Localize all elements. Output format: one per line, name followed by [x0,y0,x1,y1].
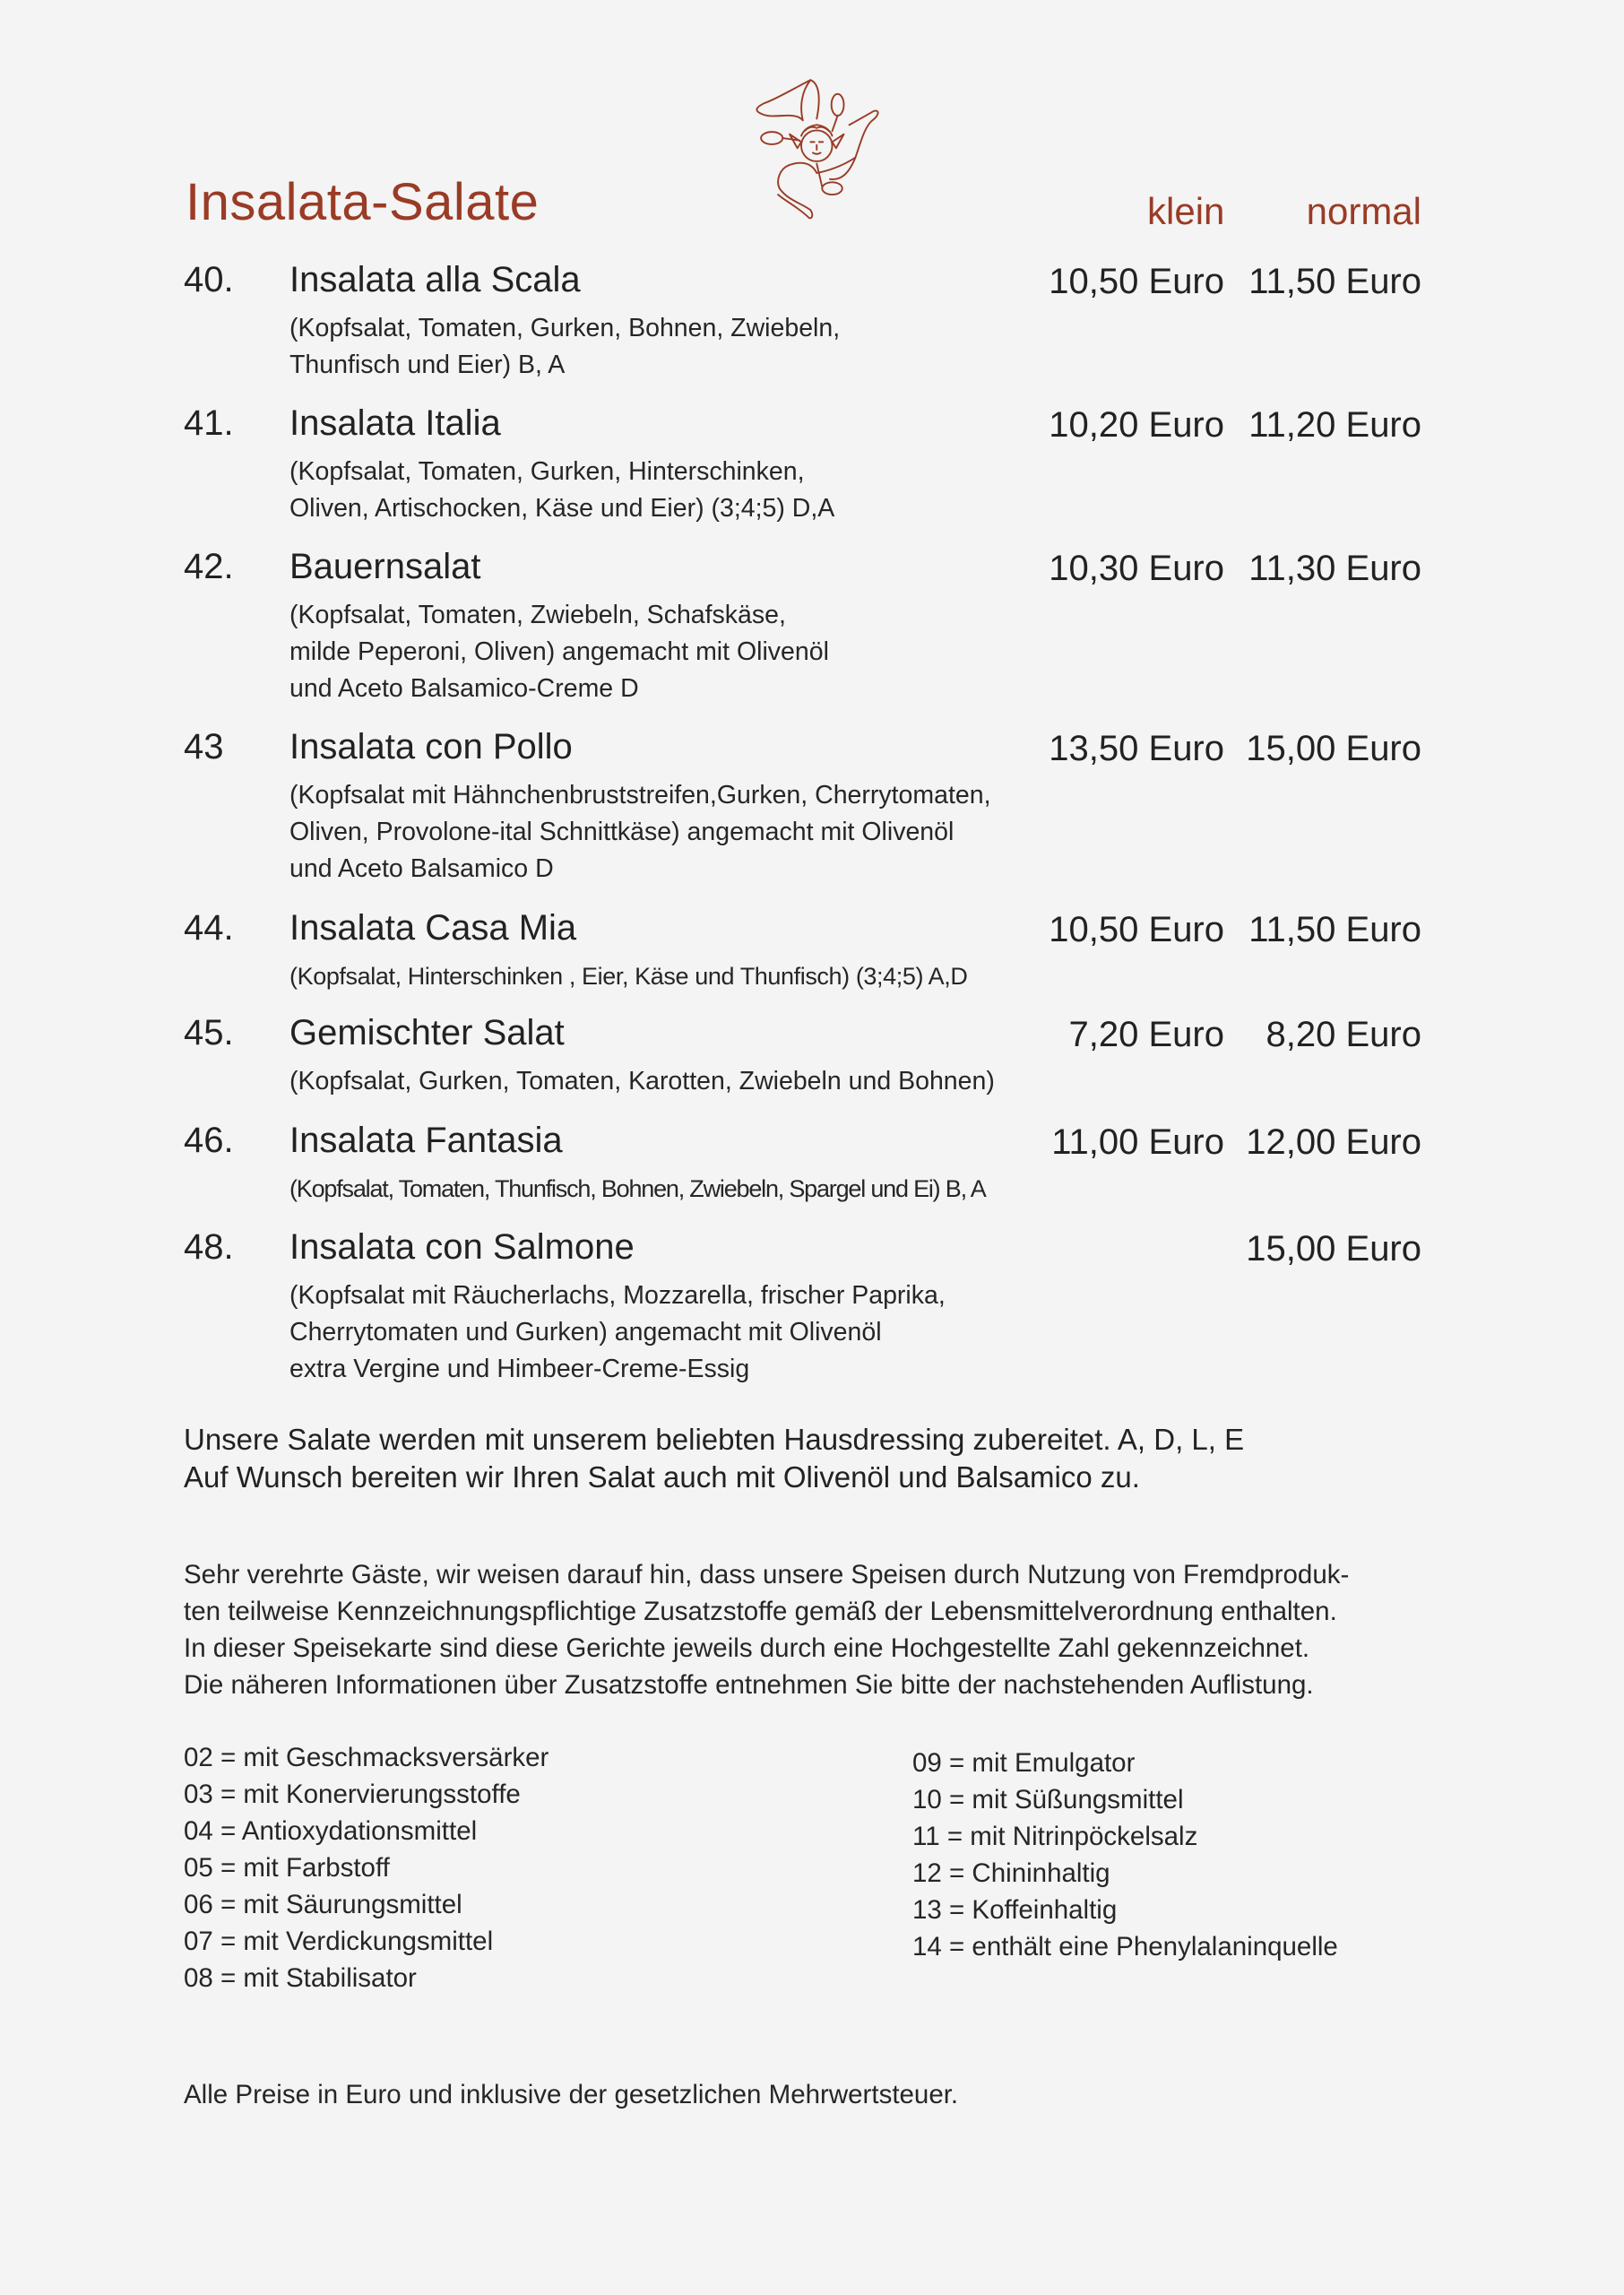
info-line: Sehr verehrte Gäste, wir weisen darauf hin, dass unsere Speisen durch Nutzung von Fremdproduk- [184,1560,1350,1589]
dressing-note: Unsere Salate werden mit unserem beliebten Hausdressing zubereitet. A, D, L, E Auf Wunsch bereiten wir Ihren Salat auch mit Olivenöl und Balsamico zu. [184,1423,1245,1494]
item-description: (Kopfsalat, Hinterschinken , Eier, Käse und Thunfisch) (3;4;5) A,D [289,963,968,990]
price-footer: Alle Preise in Euro und inklusive der gesetzlichen Mehrwertsteuer. [184,2080,959,2109]
item-name: Insalata con Salmone [289,1227,635,1267]
item-price-normal: 11,30 Euro [1248,549,1421,588]
additives-list-left [184,1739,549,1996]
item-number: 43 [184,727,224,766]
additive-item: 02 = mit Geschmacksversärker [184,1743,549,1772]
item-name: Insalata Italia [289,403,501,443]
item-price-normal: 15,00 Euro [1246,1229,1421,1269]
additive-item: 09 = mit Emulgator [912,1748,1136,1778]
item-description: (Kopfsalat mit Hähnchenbruststreifen,Gurken, Cherrytomaten, Oliven, Provolone-ital Schnittkäse) angemacht mit Olivenöl und Aceto Balsamico D [289,781,991,883]
item-price-small: 10,50 Euro [1049,910,1224,949]
item-price-small: 10,30 Euro [1049,549,1224,588]
additive-item: 13 = Koffeinhaltig [912,1895,1118,1925]
item-name: Bauernsalat [289,547,481,586]
item-name: Gemischter Salat [289,1013,565,1052]
item-price-small: 13,50 Euro [1049,729,1224,768]
additives-list-right [912,1745,1338,1965]
item-number: 48. [184,1227,234,1267]
item-name: Insalata con Pollo [289,727,573,766]
item-price-normal: 11,50 Euro [1248,910,1421,949]
item-description: (Kopfsalat, Tomaten, Gurken, Bohnen, Zwiebeln, Thunfisch und Eier) B, A [289,314,841,379]
item-name: Insalata Casa Mia [289,908,577,948]
info-line: Die näheren Informationen über Zusatzstoffe entnehmen Sie bitte der nachstehenden Auflistung. [184,1670,1314,1700]
item-number: 41. [184,403,234,443]
item-price-small: 10,50 Euro [1049,262,1224,301]
additive-item: 05 = mit Farbstoff [184,1853,390,1883]
column-header-small: klein [1147,190,1225,232]
item-price-normal: 11,50 Euro [1248,262,1421,301]
item-description: (Kopfsalat, Tomaten, Zwiebeln, Schafskäse, milde Peperoni, Oliven) angemacht mit Olivenöl und Aceto Balsamico-Creme D [289,601,829,703]
additives-info [184,1556,1456,1703]
additive-item: 03 = mit Konervierungsstoffe [184,1780,521,1809]
item-price-normal: 15,00 Euro [1246,729,1421,768]
item-price-normal: 12,00 Euro [1246,1122,1421,1162]
additive-item: 12 = Chininhaltig [912,1858,1110,1888]
additive-item: 14 = enthält eine Phenylalaninquelle [912,1932,1338,1962]
additive-item: 11 = mit Nitrinpöckelsalz [912,1822,1198,1851]
item-description: (Kopfsalat, Tomaten, Gurken, Hinterschinken, Oliven, Artischocken, Käse und Eier) (3;4;5) D,A [289,457,835,523]
item-description: (Kopfsalat mit Räucherlachs, Mozzarella, frischer Paprika, Cherrytomaten und Gurken) angemacht mit Olivenöl extra Vergine und Himbeer-Creme-Essig [289,1281,946,1383]
item-price-small: 7,20 Euro [1068,1015,1224,1054]
additive-item: 07 = mit Verdickungsmittel [184,1927,494,1956]
item-name: Insalata alla Scala [289,260,581,299]
additive-item: 06 = mit Säurungsmittel [184,1890,462,1919]
info-line: ten teilweise Kennzeichnungspflichtige Zusatzstoffe gemäß der Lebensmittelverordnung enthalten. [184,1597,1337,1626]
info-line: In dieser Speisekarte sind diese Gerichte jeweils durch eine Hochgestellte Zahl gekennzeichnet. [184,1633,1310,1663]
trinacria-logo-icon [733,65,903,235]
section-title: Insalata-Salate [186,173,540,231]
item-description: (Kopfsalat, Tomaten, Thunfisch, Bohnen, Zwiebeln, Spargel und Ei) B, A [289,1175,986,1202]
column-header-normal: normal [1306,190,1421,232]
item-name: Insalata Fantasia [289,1121,563,1160]
item-description: (Kopfsalat, Gurken, Tomaten, Karotten, Zwiebeln und Bohnen) [289,1067,995,1096]
item-number: 45. [184,1013,234,1052]
item-price-small: 11,00 Euro [1051,1122,1224,1162]
additive-item: 08 = mit Stabilisator [184,1963,417,1993]
item-price-normal: 8,20 Euro [1266,1015,1421,1054]
item-number: 46. [184,1121,234,1160]
item-price-normal: 11,20 Euro [1248,405,1421,445]
additive-item: 04 = Antioxydationsmittel [184,1816,478,1846]
item-number: 44. [184,908,234,948]
item-number: 40. [184,260,234,299]
additive-item: 10 = mit Süßungsmittel [912,1785,1184,1814]
item-price-small: 10,20 Euro [1049,405,1224,445]
item-number: 42. [184,547,234,586]
